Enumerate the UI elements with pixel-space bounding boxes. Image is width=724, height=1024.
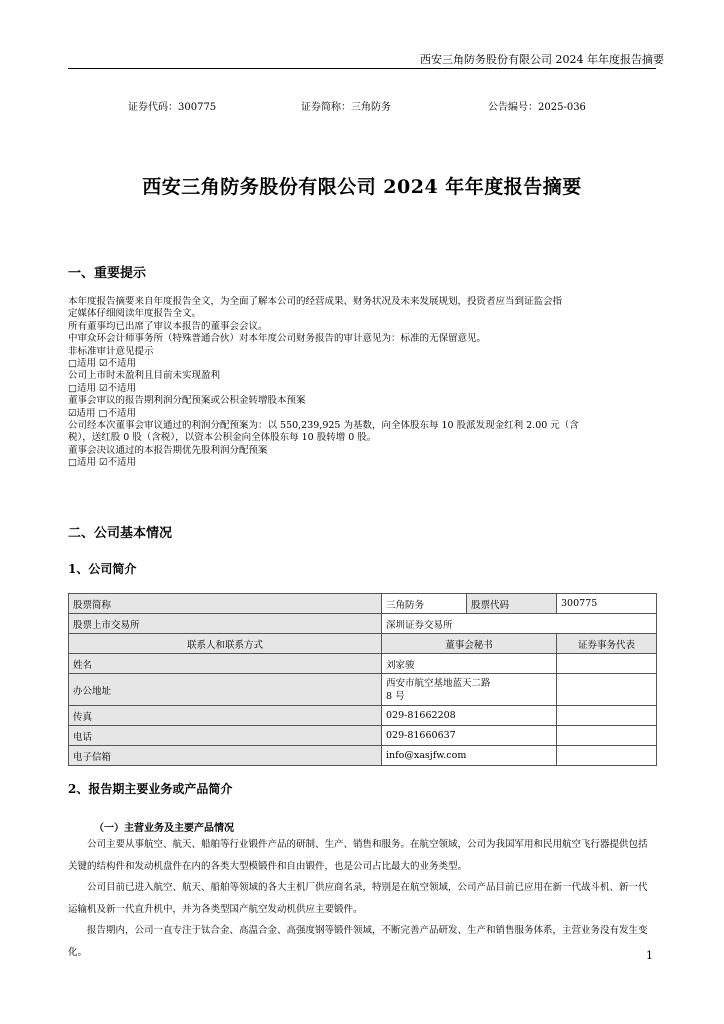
- notice-line: 本年度报告摘要来自年度报告全文，为全面了解本公司的经营成果、财务状况及未来发展规划，投资者应当到证监会指: [68, 296, 563, 307]
- table-value-cell: [557, 706, 657, 726]
- table-row: [69, 746, 657, 766]
- table-value-cell: info@xasjfw.com: [382, 746, 557, 766]
- page-title: 西安三角防务股份有限公司 2024 年年度报告摘要: [142, 176, 582, 198]
- notice-line: 税），送红股 0 股（含税），以资本公积金向全体股东每 10 股转增 0 股。: [68, 432, 377, 444]
- checkbox-line: ☑适用 □不适用: [68, 407, 137, 419]
- running-header: 西安三角防务股份有限公司 2024 年年度报告摘要: [420, 53, 664, 66]
- table-label-cell: 股票上市交易所: [69, 614, 382, 634]
- table-row: [69, 634, 657, 654]
- table-header-cell: 联系人和联系方式: [69, 634, 382, 654]
- stock-code: 证券代码：300775: [128, 102, 217, 113]
- notice-line: 董事会审议的报告期利润分配预案或公积金转增股本预案: [68, 395, 306, 407]
- notice-line: 公司上市时未盈利且目前未实现盈利: [68, 370, 221, 382]
- table-value-cell: 刘家骏: [382, 654, 557, 674]
- notice-line: 定媒体仔细阅读年度报告全文。: [68, 308, 202, 320]
- address-line: 8 号: [386, 690, 405, 702]
- table-label-cell: 姓名: [69, 654, 382, 674]
- important-notice-body: [68, 296, 656, 470]
- table-row: [69, 654, 657, 674]
- business-description: [68, 834, 656, 963]
- table-value-cell: [382, 674, 557, 706]
- table-value-cell: [557, 726, 657, 746]
- table-label-cell: 办公地址: [69, 674, 382, 706]
- notice-line: 董事会决议通过的本报告期优先股利润分配预案: [68, 444, 268, 456]
- table-value-cell: 029-81662208: [382, 706, 557, 726]
- checkbox-line: □适用 ☑不适用: [68, 457, 137, 469]
- table-value-cell: [557, 674, 657, 706]
- table-value-cell: [557, 746, 657, 766]
- section-heading-company-basics: 二、公司基本情况: [68, 526, 173, 541]
- stock-short-name: 证券简称：三角防务: [301, 102, 391, 113]
- company-info-table: [68, 593, 657, 766]
- table-label-cell: 电子信箱: [69, 746, 382, 766]
- notice-line: 所有董事均已出席了审议本报告的董事会会议。: [68, 320, 268, 332]
- checkbox-line: □适用 ☑不适用: [68, 382, 137, 394]
- table-header-cell: 董事会秘书: [382, 634, 557, 654]
- notice-line: 非标准审计意见提示: [68, 345, 154, 357]
- table-value-cell: [557, 654, 657, 674]
- table-row: [69, 594, 657, 614]
- notice-line: 公司经本次董事会审议通过的利润分配预案为：以 550,239,925 为基数，向全体股东每 10 股派发现金红利 2.00 元（含: [68, 420, 579, 432]
- section-heading-important-notice: 一、重要提示: [68, 266, 147, 281]
- subsection-heading-company-profile: 1、公司简介: [68, 562, 137, 576]
- address-line: 西安市航空基地蓝天二路: [386, 677, 491, 689]
- announcement-number: 公告编号：2025-036: [488, 102, 586, 113]
- table-value-cell: 三角防务: [382, 594, 467, 614]
- table-value-cell: 深圳证券交易所: [382, 614, 657, 634]
- table-label-cell: 传真: [69, 706, 382, 726]
- table-row: [69, 614, 657, 634]
- business-paragraph: 公司目前已进入航空、航天、船舶等领域的各大主机厂供应商名录，特别是在航空领域，公司产品目前已应用在新一代战斗机、新一代运输机及新一代直升机中，并为各类型国产航空发动机供应主要锻件。: [68, 882, 648, 915]
- table-value-cell: 300775: [557, 594, 657, 614]
- table-row: [69, 726, 657, 746]
- table-label-cell: 股票代码: [467, 594, 557, 614]
- table-label-cell: 股票简称: [69, 594, 382, 614]
- header-rule: [68, 68, 656, 69]
- subsection-heading-main-business: （一）主营业务及主要产品情况: [94, 823, 234, 834]
- table-header-cell: 证券事务代表: [557, 634, 657, 654]
- business-paragraph: 公司主要从事航空、航天、船舶等行业锻件产品的研制、生产、销售和服务。在航空领域，公司为我国军用和民用航空飞行器提供包括关键的结构件和发动机盘件在内的各类大型模锻件和自由锻件，也是公司占比最大的业务类型。: [68, 839, 648, 872]
- notice-line: 中审众环会计师事务所（特殊普通合伙）对本年度公司财务报告的审计意见为：标准的无保留意见。: [68, 333, 487, 345]
- table-value-cell: 029-81660637: [382, 726, 557, 746]
- business-paragraph: 报告期内，公司一直专注于钛合金、高温合金、高强度钢等锻件领域，不断完善产品研发、生产和销售服务体系，主营业务没有发生变化。: [68, 925, 648, 958]
- checkbox-line: □适用 ☑不适用: [68, 358, 137, 370]
- table-label-cell: 电话: [69, 726, 382, 746]
- page-number: 1: [646, 949, 653, 962]
- subsection-heading-business-overview: 2、报告期主要业务或产品简介: [68, 782, 233, 796]
- table-row: [69, 706, 657, 726]
- table-row: [69, 674, 657, 706]
